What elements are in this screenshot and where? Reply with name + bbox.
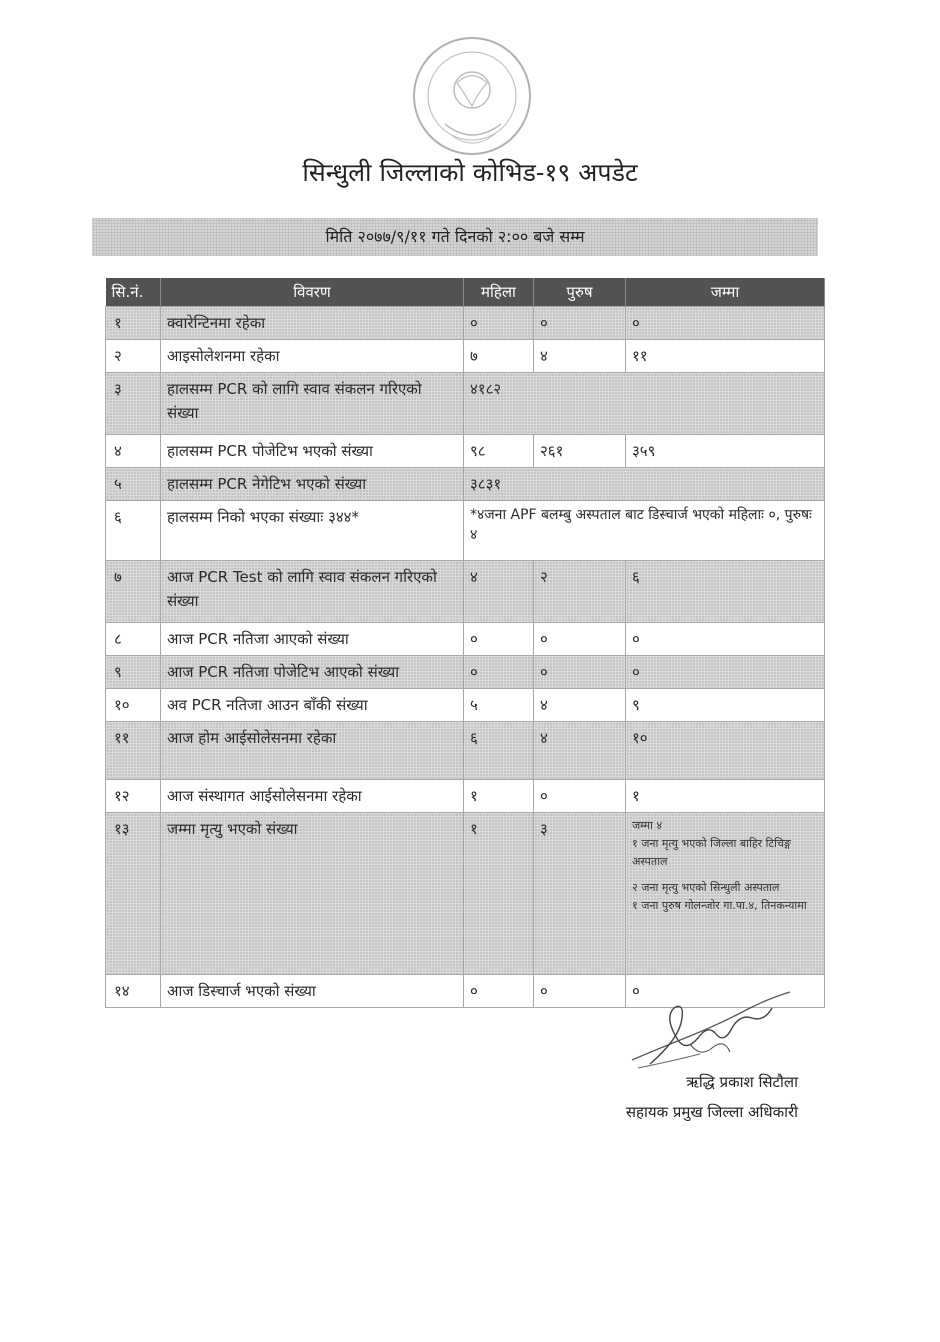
date-line: मिति २०७७/९/११ गते दिनको २:०० बजे सम्म — [92, 218, 818, 256]
row-male: २ — [534, 561, 626, 623]
row-total: ० — [626, 623, 825, 656]
row-description: आज संस्थागत आईसोलेसनमा रहेका — [161, 780, 464, 813]
death-note-line: १ जना मृत्यु भएको जिल्ला बाहिर टिचिङ्ग अस्पताल — [632, 837, 791, 868]
covid-update-table — [105, 278, 825, 1008]
header-female: महिला — [464, 278, 534, 307]
row-description: आज PCR नतिजा आएको संख्या — [161, 623, 464, 656]
table-row — [106, 307, 825, 340]
row-female: ४ — [464, 561, 534, 623]
row-description: हालसम्म निको भएका संख्याः ३४४* — [161, 501, 464, 561]
row-sn: १४ — [106, 975, 161, 1008]
row-sn: ११ — [106, 722, 161, 780]
row-sn: १० — [106, 689, 161, 722]
row-female: ५ — [464, 689, 534, 722]
row-description: हालसम्म PCR को लागि स्वाव संकलन गरिएको संख्या — [161, 373, 464, 435]
header-total: जम्मा — [626, 278, 825, 307]
row-sn: १ — [106, 307, 161, 340]
row-male: ४ — [534, 340, 626, 373]
row-description: हालसम्म PCR पोजेटिभ भएको संख्या — [161, 435, 464, 468]
row-description: अव PCR नतिजा आउन बाँकी संख्या — [161, 689, 464, 722]
row-female: १ — [464, 813, 534, 975]
row-female: ६ — [464, 722, 534, 780]
row-description: आइसोलेशनमा रहेका — [161, 340, 464, 373]
row-description: आज PCR Test को लागि स्वाव संकलन गरिएको संख्या — [161, 561, 464, 623]
signature-image — [620, 978, 800, 1078]
page-title: सिन्धुली जिल्लाको कोभिड-१९ अपडेट — [302, 158, 638, 187]
row-female: ० — [464, 975, 534, 1008]
table-row — [106, 623, 825, 656]
row-sn: ८ — [106, 623, 161, 656]
death-total-line: जम्मा ४ — [632, 819, 663, 832]
row-description: आज PCR नतिजा पोजेटिभ आएको संख्या — [161, 656, 464, 689]
row-description: आज डिस्चार्ज भएको संख्या — [161, 975, 464, 1008]
table-row — [106, 501, 825, 561]
row-female: ९८ — [464, 435, 534, 468]
row-sn: ६ — [106, 501, 161, 561]
row-sn: ९ — [106, 656, 161, 689]
row-male: ४ — [534, 689, 626, 722]
row-female: ७ — [464, 340, 534, 373]
row-total: ० — [626, 975, 825, 1008]
row-total: ३५९ — [626, 435, 825, 468]
table-header-row — [106, 278, 825, 307]
table-row — [106, 435, 825, 468]
row-merged-value: ४१८२ — [464, 373, 825, 435]
row-total: ११ — [626, 340, 825, 373]
row-total: ९ — [626, 689, 825, 722]
row-sn: २ — [106, 340, 161, 373]
signer-name: ऋद्धि प्रकाश सिटौला — [686, 1073, 798, 1091]
row-male: २६१ — [534, 435, 626, 468]
row-description: क्वारेन्टिनमा रहेका — [161, 307, 464, 340]
row-female: ० — [464, 623, 534, 656]
row-male: ० — [534, 656, 626, 689]
table-row — [106, 722, 825, 780]
row-sn: ७ — [106, 561, 161, 623]
row-male: ० — [534, 307, 626, 340]
row-total: ० — [626, 656, 825, 689]
row-sn: ५ — [106, 468, 161, 501]
row-sn: ३ — [106, 373, 161, 435]
row-female: ० — [464, 656, 534, 689]
row-total: ० — [626, 307, 825, 340]
row-merged-value: ३८३१ — [464, 468, 825, 501]
row-description: आज होम आईसोलेसनमा रहेका — [161, 722, 464, 780]
table-row — [106, 656, 825, 689]
row-male: ३ — [534, 813, 626, 975]
table-row — [106, 689, 825, 722]
table-row — [106, 340, 825, 373]
row-female: १ — [464, 780, 534, 813]
row-sn: १३ — [106, 813, 161, 975]
row-total: ६ — [626, 561, 825, 623]
death-note-line: २ जना मृत्यु भएको सिन्धुली अस्पताल — [632, 881, 780, 894]
table-row — [106, 813, 825, 975]
row-male: ० — [534, 623, 626, 656]
row-sn: ४ — [106, 435, 161, 468]
row-sn: १२ — [106, 780, 161, 813]
row-male: ४ — [534, 722, 626, 780]
row-male: ० — [534, 975, 626, 1008]
table-row — [106, 468, 825, 501]
row-merged-note: *४जना APF बलम्बु अस्पताल बाट डिस्चार्ज भएको महिलाः ०, पुरुषः ४ — [464, 501, 825, 561]
row-total-notes — [626, 813, 825, 975]
header-sn: सि.नं. — [106, 278, 161, 307]
row-total: १ — [626, 780, 825, 813]
office-seal — [405, 28, 540, 163]
table-row — [106, 780, 825, 813]
row-description: हालसम्म PCR नेगेटिभ भएको संख्या — [161, 468, 464, 501]
signer-designation: सहायक प्रमुख जिल्ला अधिकारी — [625, 1103, 798, 1121]
row-description: जम्मा मृत्यु भएको संख्या — [161, 813, 464, 975]
row-female: ० — [464, 307, 534, 340]
header-male: पुरुष — [534, 278, 626, 307]
row-male: ० — [534, 780, 626, 813]
table-row — [106, 373, 825, 435]
table-row — [106, 561, 825, 623]
row-total: १० — [626, 722, 825, 780]
header-description: विवरण — [161, 278, 464, 307]
death-note-line: १ जना पुरुष गोलन्जोर गा.पा.४, तिनकन्यामा — [632, 899, 807, 912]
